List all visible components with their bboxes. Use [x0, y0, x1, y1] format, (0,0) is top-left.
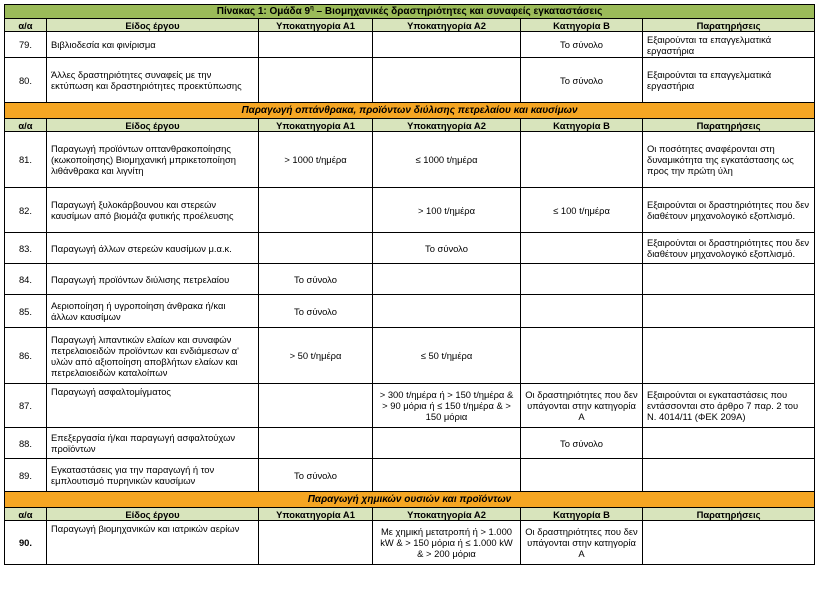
section-title: Παραγωγή οπτάνθρακα, προϊόντων διύλισης πετρελαίου και καυσίμων — [5, 103, 815, 119]
row-a2: Με χημική μετατροπή ή > 1.000 kW & > 150 μόρια ή ≤ 1.000 kW & > 200 μόρια — [373, 521, 521, 565]
row-a1 — [259, 384, 373, 428]
table-row — [5, 132, 815, 188]
header-project-type: Είδος έργου — [47, 119, 259, 132]
row-a2 — [373, 58, 521, 103]
row-number: 83. — [5, 233, 47, 264]
row-a1 — [259, 32, 373, 58]
header-notes: Παρατηρήσεις — [643, 119, 815, 132]
row-number: 80. — [5, 58, 47, 103]
row-project-type: Άλλες δραστηριότητες συναφείς με την εκτύπωση και δραστηριότητες προεκτύπωσης — [47, 58, 259, 103]
table-row — [5, 233, 815, 264]
row-notes — [643, 295, 815, 328]
row-b — [521, 459, 643, 492]
row-a2: Το σύνολο — [373, 233, 521, 264]
section-title: Παραγωγή χημικών ουσιών και προϊόντων — [5, 492, 815, 508]
row-notes: Εξαιρούνται οι εγκαταστάσεις που εντάσσονται στο άρθρο 7 παρ. 2 του Ν. 4014/11 (ΦΕΚ 209Α) — [643, 384, 815, 428]
row-notes — [643, 328, 815, 384]
row-a2 — [373, 32, 521, 58]
row-a2 — [373, 428, 521, 459]
row-a2: > 300 t/ημέρα ή > 150 t/ημέρα & > 90 μόρια ή ≤ 150 t/ημέρα & > 150 μόρια — [373, 384, 521, 428]
table-row — [5, 459, 815, 492]
row-project-type: Παραγωγή βιομηχανικών και ιατρικών αερίων — [47, 521, 259, 565]
row-project-type: Παραγωγή λιπαντικών ελαίων και συναφών πετρελαιοειδών προϊόντων και ενδιάμεσων α' υλών από αξιοποίηση αποβλήτων ελαίων και πετρελαιοειδών καταλοίπων — [47, 328, 259, 384]
row-number: 79. — [5, 32, 47, 58]
row-a2: > 100 t/ημέρα — [373, 188, 521, 233]
row-project-type: Εγκαταστάσεις για την παραγωγή ή τον εμπλουτισμό πυρηνικών καυσίμων — [47, 459, 259, 492]
row-b: Οι δραστηριότητες που δεν υπάγονται στην κατηγορία Α — [521, 384, 643, 428]
row-notes: Εξαιρούνται τα επαγγελματικά εργαστήρια — [643, 58, 815, 103]
row-a2 — [373, 264, 521, 295]
header-aa: α/α — [5, 508, 47, 521]
row-b: Οι δραστηριότητες που δεν υπάγονται στην κατηγορία Α — [521, 521, 643, 565]
header-a2: Υποκατηγορία Α2 — [373, 19, 521, 32]
header-b: Κατηγορία Β — [521, 119, 643, 132]
row-number: 84. — [5, 264, 47, 295]
row-b: Το σύνολο — [521, 32, 643, 58]
row-b — [521, 233, 643, 264]
row-a1 — [259, 428, 373, 459]
header-project-type: Είδος έργου — [47, 508, 259, 521]
row-number: 87. — [5, 384, 47, 428]
row-a1 — [259, 188, 373, 233]
row-number: 86. — [5, 328, 47, 384]
row-a2 — [373, 459, 521, 492]
industrial-activities-table — [4, 4, 815, 565]
table-title-prefix: Πίνακας 1: Ομάδα 9 — [216, 6, 311, 17]
row-a1: > 50 t/ημέρα — [259, 328, 373, 384]
row-b — [521, 328, 643, 384]
header-b: Κατηγορία Β — [521, 508, 643, 521]
table-row — [5, 264, 815, 295]
row-b: ≤ 100 t/ημέρα — [521, 188, 643, 233]
header-a1: Υποκατηγορία Α1 — [259, 19, 373, 32]
row-notes: Οι ποσότητες αναφέρονται στη δυναμικότητα της εγκατάστασης ως προς την πρώτη ύλη — [643, 132, 815, 188]
row-a2 — [373, 295, 521, 328]
row-project-type: Αεριοποίηση ή υγροποίηση άνθρακα ή/και άλλων καυσίμων — [47, 295, 259, 328]
table-header-row — [5, 508, 815, 521]
row-number: 89. — [5, 459, 47, 492]
row-number: 81. — [5, 132, 47, 188]
section-row — [5, 492, 815, 508]
table-row — [5, 58, 815, 103]
row-a1: Το σύνολο — [259, 459, 373, 492]
row-b — [521, 132, 643, 188]
row-project-type: Παραγωγή άλλων στερεών καυσίμων μ.α.κ. — [47, 233, 259, 264]
header-a2: Υποκατηγορία Α2 — [373, 508, 521, 521]
row-notes: Εξαιρούνται τα επαγγελματικά εργαστήρια — [643, 32, 815, 58]
row-b: Το σύνολο — [521, 428, 643, 459]
row-notes — [643, 428, 815, 459]
row-project-type: Βιβλιοδεσία και φινίρισμα — [47, 32, 259, 58]
header-aa: α/α — [5, 119, 47, 132]
table-title-row — [5, 5, 815, 19]
row-project-type: Παραγωγή ξυλοκάρβουνου και στερεών καυσίμων από βιομάζα φυτικής προέλευσης — [47, 188, 259, 233]
table-title-suffix: – Βιομηχανικές δραστηριότητες και συναφείς εγκαταστάσεις — [313, 6, 603, 17]
header-a1: Υποκατηγορία Α1 — [259, 508, 373, 521]
table-header-row — [5, 119, 815, 132]
header-b: Κατηγορία Β — [521, 19, 643, 32]
row-b — [521, 295, 643, 328]
header-notes: Παρατηρήσεις — [643, 19, 815, 32]
row-a1 — [259, 521, 373, 565]
table-header-row — [5, 19, 815, 32]
row-notes — [643, 521, 815, 565]
row-a2: ≤ 1000 t/ημέρα — [373, 132, 521, 188]
table-row — [5, 32, 815, 58]
section-row — [5, 103, 815, 119]
row-number: 85. — [5, 295, 47, 328]
row-project-type: Παραγωγή ασφαλτομίγματος — [47, 384, 259, 428]
row-notes: Εξαιρούνται οι δραστηριότητες που δεν διαθέτουν μηχανολογικό εξοπλισμό. — [643, 188, 815, 233]
table-row — [5, 384, 815, 428]
row-b — [521, 264, 643, 295]
row-a1: Το σύνολο — [259, 295, 373, 328]
row-notes — [643, 459, 815, 492]
header-a1: Υποκατηγορία Α1 — [259, 119, 373, 132]
row-notes — [643, 264, 815, 295]
row-notes: Εξαιρούνται οι δραστηριότητες που δεν διαθέτουν μηχανολογικό εξοπλισμό. — [643, 233, 815, 264]
table-row — [5, 328, 815, 384]
table-row — [5, 521, 815, 565]
table-row — [5, 295, 815, 328]
row-project-type: Επεξεργασία ή/και παραγωγή ασφαλτούχων προϊόντων — [47, 428, 259, 459]
header-a2: Υποκατηγορία Α2 — [373, 119, 521, 132]
row-a2: ≤ 50 t/ημέρα — [373, 328, 521, 384]
table-row — [5, 188, 815, 233]
row-a1: > 1000 t/ημέρα — [259, 132, 373, 188]
row-number: 90. — [5, 521, 47, 565]
header-notes: Παρατηρήσεις — [643, 508, 815, 521]
table-row — [5, 428, 815, 459]
row-number: 88. — [5, 428, 47, 459]
row-project-type: Παραγωγή προϊόντων οπτανθρακοποίησης (κωκοποίησης) Βιομηχανική μπρικετοποίηση λιθάνθρακα και λιγνίτη — [47, 132, 259, 188]
row-a1: Το σύνολο — [259, 264, 373, 295]
table-title — [5, 5, 815, 19]
row-number: 82. — [5, 188, 47, 233]
table-title-sup: η — [310, 5, 314, 12]
header-project-type: Είδος έργου — [47, 19, 259, 32]
row-b: Το σύνολο — [521, 58, 643, 103]
row-project-type: Παραγωγή προϊόντων διύλισης πετρελαίου — [47, 264, 259, 295]
row-a1 — [259, 58, 373, 103]
header-aa: α/α — [5, 19, 47, 32]
row-a1 — [259, 233, 373, 264]
